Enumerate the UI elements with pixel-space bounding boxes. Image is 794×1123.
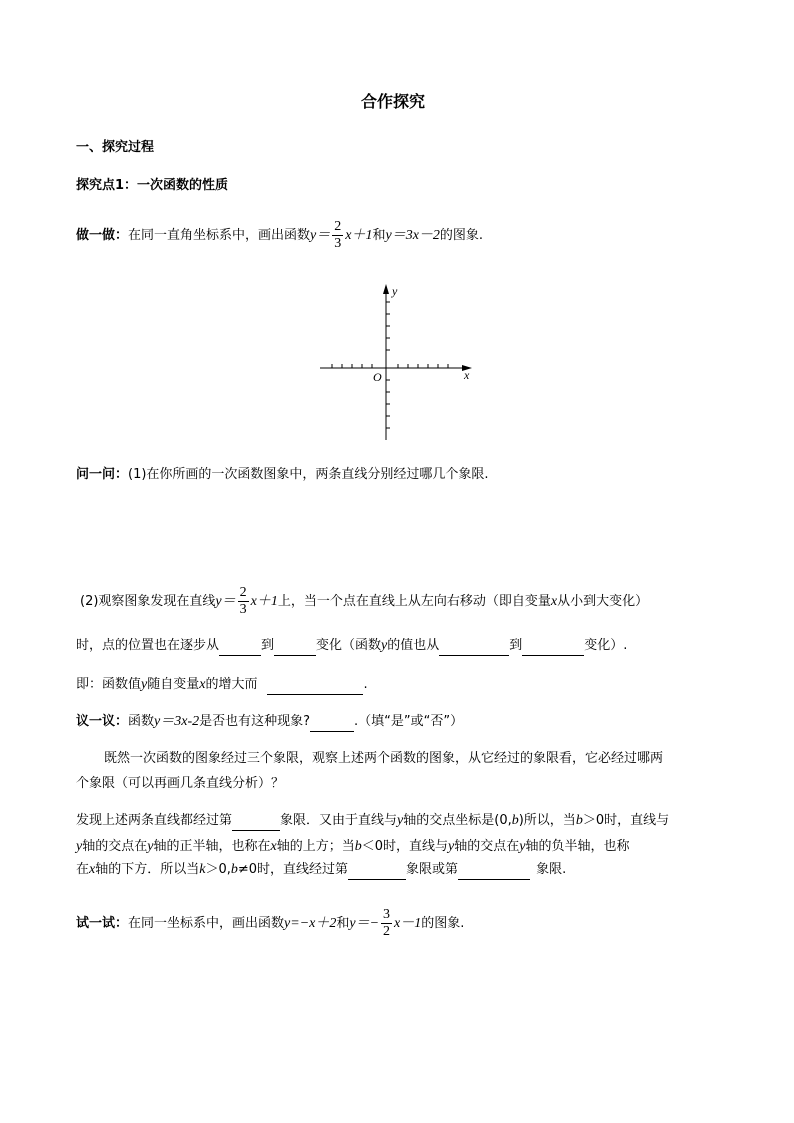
- blank-value-to[interactable]: [522, 641, 584, 656]
- q2-prefix: (2)观察图象发现在直线: [80, 594, 216, 609]
- try-line: 试一试：在同一坐标系中，画出函数y=−x＋2和y＝− $\frac{3}{2}$ x－1的图象.: [76, 907, 465, 939]
- try-fraction: $\frac{3}{2}$: [383, 907, 391, 939]
- function-tail: x＋1: [345, 228, 373, 243]
- coordinate-axes: [310, 282, 480, 444]
- ask-label: 问一问：: [76, 467, 129, 482]
- blank-trend[interactable]: [267, 680, 363, 695]
- fraction-2-3: $\frac{2}{3}$: [334, 219, 342, 251]
- origin-label: O: [373, 370, 382, 384]
- q2-y-eq: y＝: [215, 594, 236, 609]
- y-arrow: [383, 284, 389, 294]
- blank-value-from[interactable]: [439, 641, 509, 656]
- do-it-text: 在同一直角坐标系中，画出函数: [128, 228, 311, 243]
- blank-quadrant-b[interactable]: [458, 865, 530, 880]
- blank-from[interactable]: [219, 641, 261, 656]
- y-axis-label: y: [392, 284, 398, 298]
- para2-line2: y轴的交点在y轴的正半轴，也称在x轴的上方；当b＜0时，直线与y轴的交点在y轴的负半轴，也称: [76, 839, 630, 854]
- para2-line3: 在x轴的下方．所以当k＞0,b≠0时，直线经过第 象限或第 象限.: [76, 860, 566, 880]
- end-text: 的图象.: [439, 228, 484, 243]
- do-it-label: 做一做：: [76, 228, 129, 243]
- y-equals: y＝: [310, 228, 331, 243]
- q2-line1: [80, 584, 648, 620]
- try-label: 试一试：: [76, 916, 129, 931]
- q2-suffix2: 从小到大变化）: [557, 594, 649, 609]
- x-axis-label: x: [464, 368, 470, 382]
- ask-line: [76, 465, 489, 485]
- q2-suffix: 上，当一个点在直线上从左向右移动（即自变量: [277, 594, 551, 609]
- ji-line: 即：函数值y随自变量x的增大而 .: [76, 675, 368, 695]
- blank-quadrant-a[interactable]: [348, 865, 406, 880]
- do-it-line: [76, 218, 483, 254]
- section-heading: 一、探究过程: [76, 140, 155, 155]
- para2-line1: 发现上述两条直线都经过第 象限．又由于直线与y轴的交点坐标是(0,b)所以，当b＞0时，直线与: [76, 811, 669, 831]
- q2-tail: x＋1: [250, 594, 278, 609]
- and-text: 和: [372, 228, 386, 243]
- discuss-line: 议一议：函数y＝3x-2是否也有这种现象? .（填“是”或“否”）: [76, 712, 463, 732]
- para1-line1: 既然一次函数的图象经过三个象限，观察上述两个函数的图象，从它经过的象限看，它必经过哪两: [104, 751, 664, 766]
- blank-to[interactable]: [274, 641, 316, 656]
- para1-line2: 个象限（可以再画几条直线分析）？: [76, 776, 285, 791]
- page-title: 合作探究: [361, 92, 426, 111]
- blank-yes-no[interactable]: [310, 717, 354, 732]
- q2-line2: 时，点的位置也在逐步从 到 变化（函数y的值也从 到 变化）.: [76, 636, 627, 656]
- function-2: y＝3x－2: [385, 228, 440, 243]
- ask-text: (1)在你所画的一次函数图象中，两条直线分别经过哪几个象限.: [128, 467, 489, 482]
- point-heading: 探究点1：一次函数的性质: [76, 178, 229, 193]
- blank-quadrant[interactable]: [232, 816, 280, 831]
- discuss-label: 议一议：: [76, 714, 129, 729]
- q2-x: x: [550, 594, 558, 609]
- q2-fraction: $\frac{2}{3}$: [239, 585, 247, 617]
